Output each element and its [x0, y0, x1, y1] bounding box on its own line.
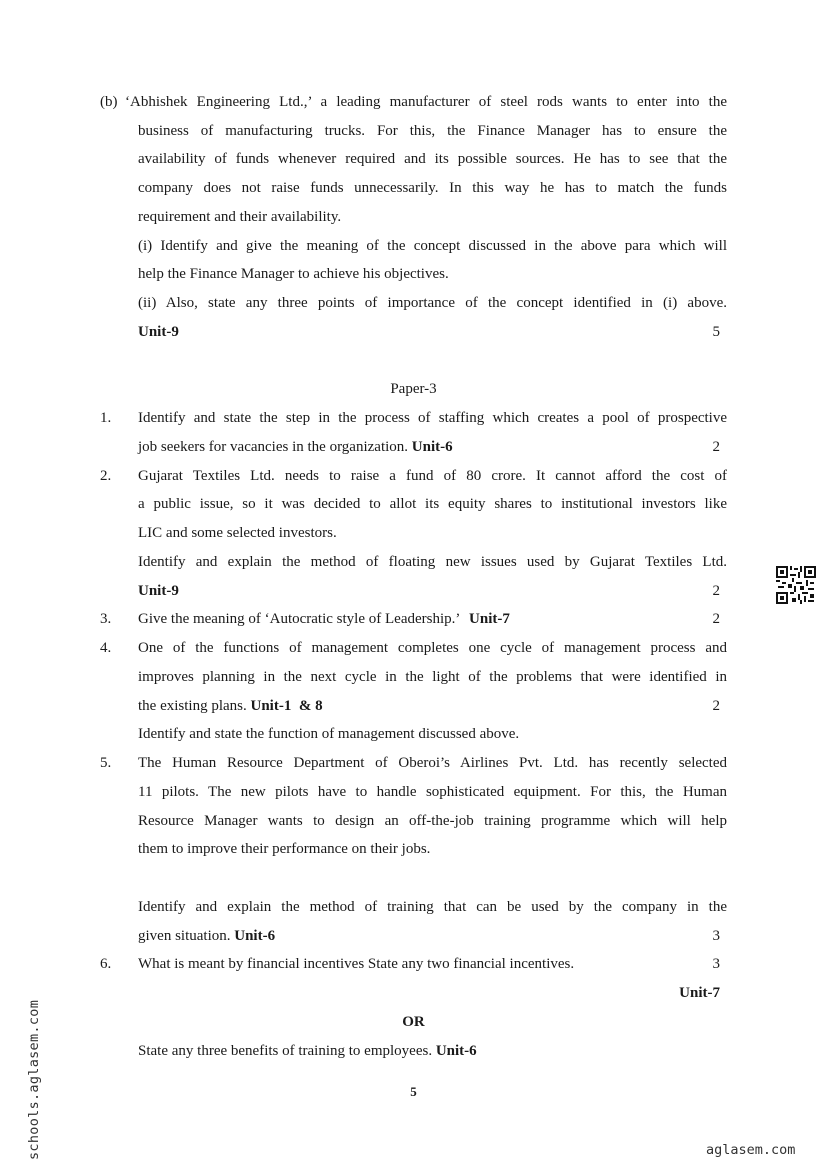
- question-1-marks: 2: [712, 439, 720, 455]
- question-6-number: 6.: [100, 956, 112, 972]
- question-b-line-1: ‘Abhishek Engineering Ltd.,’ a leading manufacturer of steel rods wants to enter into the: [125, 94, 727, 110]
- question-5-unit: Unit-6: [234, 928, 276, 944]
- qr-code-icon: [776, 566, 816, 604]
- question-b-label: (b): [100, 94, 118, 110]
- question-6-unit: Unit-7: [679, 985, 720, 1001]
- side-watermark: schools.aglasem.com: [26, 999, 42, 1160]
- question-5-line-3: Resource Manager wants to design an off-the-job training programme which will help: [138, 813, 727, 829]
- question-b-marks: 5: [712, 324, 720, 340]
- question-4-unit: Unit-1 & 8: [250, 698, 323, 714]
- question-5-line-2: 11 pilots. The new pilots have to handle sophisticated equipment. For this, the Human: [138, 784, 727, 800]
- question-6-text: What is meant by financial incentives State any two financial incentives.: [138, 956, 575, 972]
- question-2-line-1: Gujarat Textiles Ltd. needs to raise a fund of 80 crore. It cannot afford the cost of: [138, 468, 727, 484]
- question-2-line-4: Identify and explain the method of floating new issues used by Gujarat Textiles Ltd.: [138, 554, 727, 570]
- question-3-number: 3.: [100, 611, 112, 627]
- question-6-alt-line: [138, 1041, 727, 1061]
- question-1-line-2: [138, 437, 727, 457]
- question-b-line-7: help the Finance Manager to achieve his objectives.: [138, 266, 449, 282]
- question-1-text: job seekers for vacancies in the organization.: [138, 439, 409, 455]
- question-3-text: Give the meaning of ‘Autocratic style of Leadership.’: [138, 611, 460, 627]
- question-2-number: 2.: [100, 468, 112, 484]
- question-5-line-1: The Human Resource Department of Oberoi’s Airlines Pvt. Ltd. has recently selected: [138, 755, 727, 771]
- question-5-line-4: them to improve their performance on their jobs.: [138, 841, 431, 857]
- question-5-text: given situation.: [138, 928, 231, 944]
- question-b-line-2: business of manufacturing trucks. For this, the Finance Manager has to ensure the: [138, 123, 727, 139]
- question-2-line-3: LIC and some selected investors.: [138, 525, 337, 541]
- question-b-line-5: requirement and their availability.: [138, 209, 342, 225]
- bottom-watermark: aglasem.com: [706, 1142, 796, 1158]
- question-5-line-6: [138, 926, 727, 946]
- question-6-alt-text: State any three benefits of training to employees.: [138, 1043, 433, 1059]
- question-5-line-5: Identify and explain the method of training that can be used by the company in the: [138, 899, 727, 915]
- question-4-line-1: One of the functions of management completes one cycle of management process and: [138, 640, 727, 656]
- question-3-marks: 2: [712, 611, 720, 627]
- question-6-or: OR: [402, 1014, 425, 1030]
- question-4-line-2: improves planning in the next cycle in the light of the problems that were identified in: [138, 669, 727, 685]
- question-b-line-4: company does not raise funds unnecessarily. In this way he has to match the funds: [138, 180, 727, 196]
- question-4-line-3: [138, 696, 727, 716]
- question-6-marks: 3: [712, 956, 720, 972]
- question-1-line-1: Identify and state the step in the process of staffing which creates a pool of prospective: [138, 410, 727, 426]
- question-b-line-3: availability of funds whenever required and its possible sources. He has to see that the: [138, 151, 727, 167]
- question-1-number: 1.: [100, 410, 112, 426]
- question-5-marks: 3: [712, 928, 720, 944]
- question-3-unit: Unit-7: [469, 611, 510, 627]
- question-b-unit: Unit-9: [138, 324, 179, 340]
- paper-heading: Paper-3: [390, 381, 437, 397]
- question-4-number: 4.: [100, 640, 112, 656]
- question-6-alt-unit: Unit-6: [435, 1043, 477, 1059]
- question-5-number: 5.: [100, 755, 112, 771]
- question-4-line-4: Identify and state the function of management discussed above.: [138, 726, 520, 742]
- page-number: 5: [410, 1084, 417, 1099]
- question-2-unit: Unit-9: [138, 583, 179, 599]
- question-4-text: the existing plans.: [138, 698, 247, 714]
- question-4-marks: 2: [712, 698, 720, 714]
- question-b-line-6: (i) Identify and give the meaning of the concept discussed in the above para which will: [138, 238, 727, 254]
- question-2-line-2: a public issue, so it was decided to allot its equity shares to institutional investors like: [138, 496, 727, 512]
- question-3-line: [138, 609, 727, 629]
- question-b-line-8: (ii) Also, state any three points of importance of the concept identified in (i) above.: [138, 295, 727, 311]
- question-1-unit: Unit-6: [411, 439, 453, 455]
- question-2-marks: 2: [712, 583, 720, 599]
